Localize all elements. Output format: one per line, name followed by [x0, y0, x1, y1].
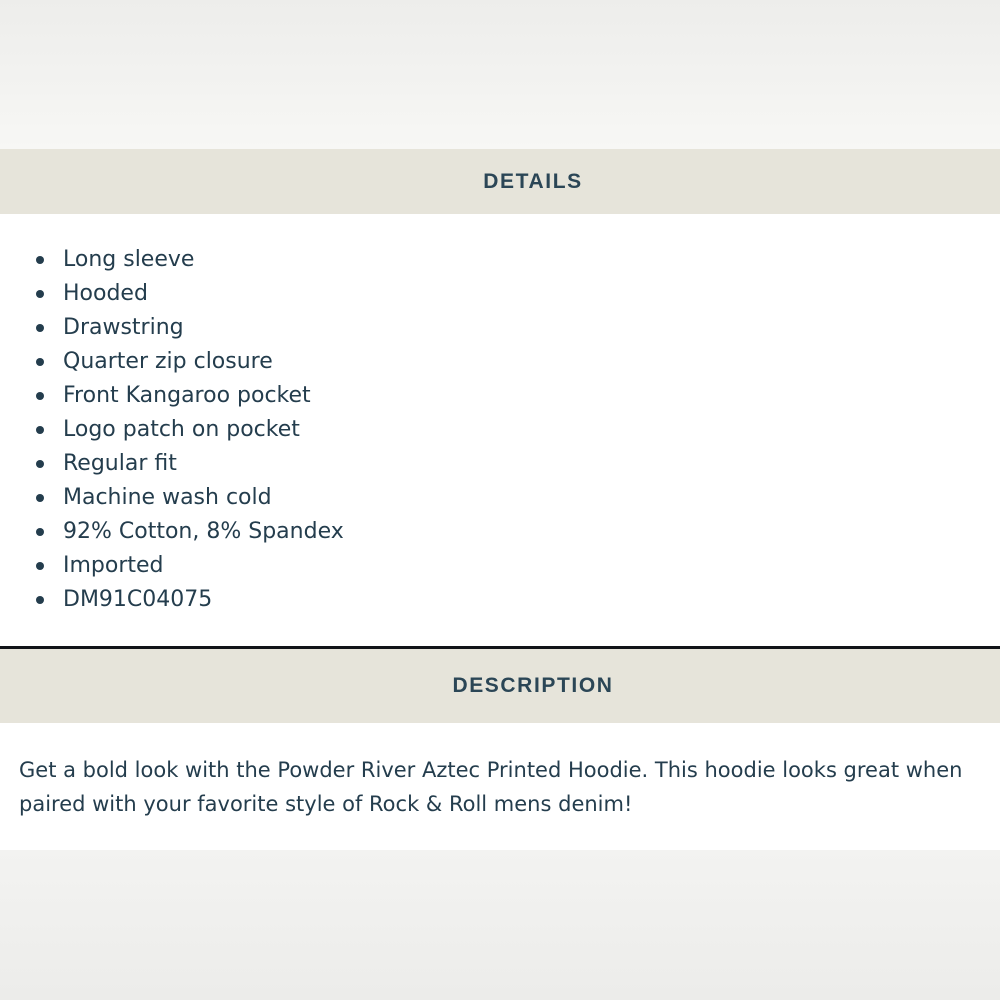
details-item — [0, 549, 1000, 583]
description-header[interactable] — [0, 649, 1000, 723]
bullet-icon — [36, 528, 44, 536]
bullet-icon — [36, 562, 44, 570]
details-item-label: Hooded — [63, 281, 148, 306]
details-item-label: Machine wash cold — [63, 485, 272, 510]
details-item — [0, 243, 1000, 277]
details-item-label: Quarter zip closure — [63, 349, 273, 374]
details-item — [0, 447, 1000, 481]
bullet-icon — [36, 290, 44, 298]
bullet-icon — [36, 426, 44, 434]
details-item — [0, 345, 1000, 379]
bullet-icon — [36, 358, 44, 366]
details-item — [0, 379, 1000, 413]
details-item — [0, 583, 1000, 617]
details-item-label: Long sleeve — [63, 247, 195, 272]
bullet-icon — [36, 494, 44, 502]
details-item-label: DM91C04075 — [63, 587, 213, 612]
details-item — [0, 277, 1000, 311]
details-list — [0, 243, 1000, 617]
bullet-icon — [36, 460, 44, 468]
bullet-icon — [36, 256, 44, 264]
top-background — [0, 0, 1000, 149]
bottom-background — [0, 850, 1000, 1000]
details-item — [0, 481, 1000, 515]
details-item-label: Drawstring — [63, 315, 184, 340]
details-item — [0, 515, 1000, 549]
details-item-label: Regular fit — [63, 451, 177, 476]
bullet-icon — [36, 392, 44, 400]
details-item-label: Logo patch on pocket — [63, 417, 300, 442]
bullet-icon — [36, 324, 44, 332]
bullet-icon — [36, 596, 44, 604]
details-item-label: Front Kangaroo pocket — [63, 383, 311, 408]
details-item-label: 92% Cotton, 8% Spandex — [63, 519, 344, 544]
details-header[interactable] — [0, 149, 1000, 214]
description-title: DESCRIPTION — [452, 674, 614, 697]
details-item — [0, 311, 1000, 345]
details-title: DETAILS — [483, 169, 583, 193]
product-info-panel — [0, 149, 1000, 850]
details-item — [0, 413, 1000, 447]
details-item-label: Imported — [63, 553, 164, 578]
description-text: Get a bold look with the Powder River Aztec Printed Hoodie. This hoodie looks great when paired with your favorite style of Rock & Roll mens denim! — [19, 758, 963, 816]
